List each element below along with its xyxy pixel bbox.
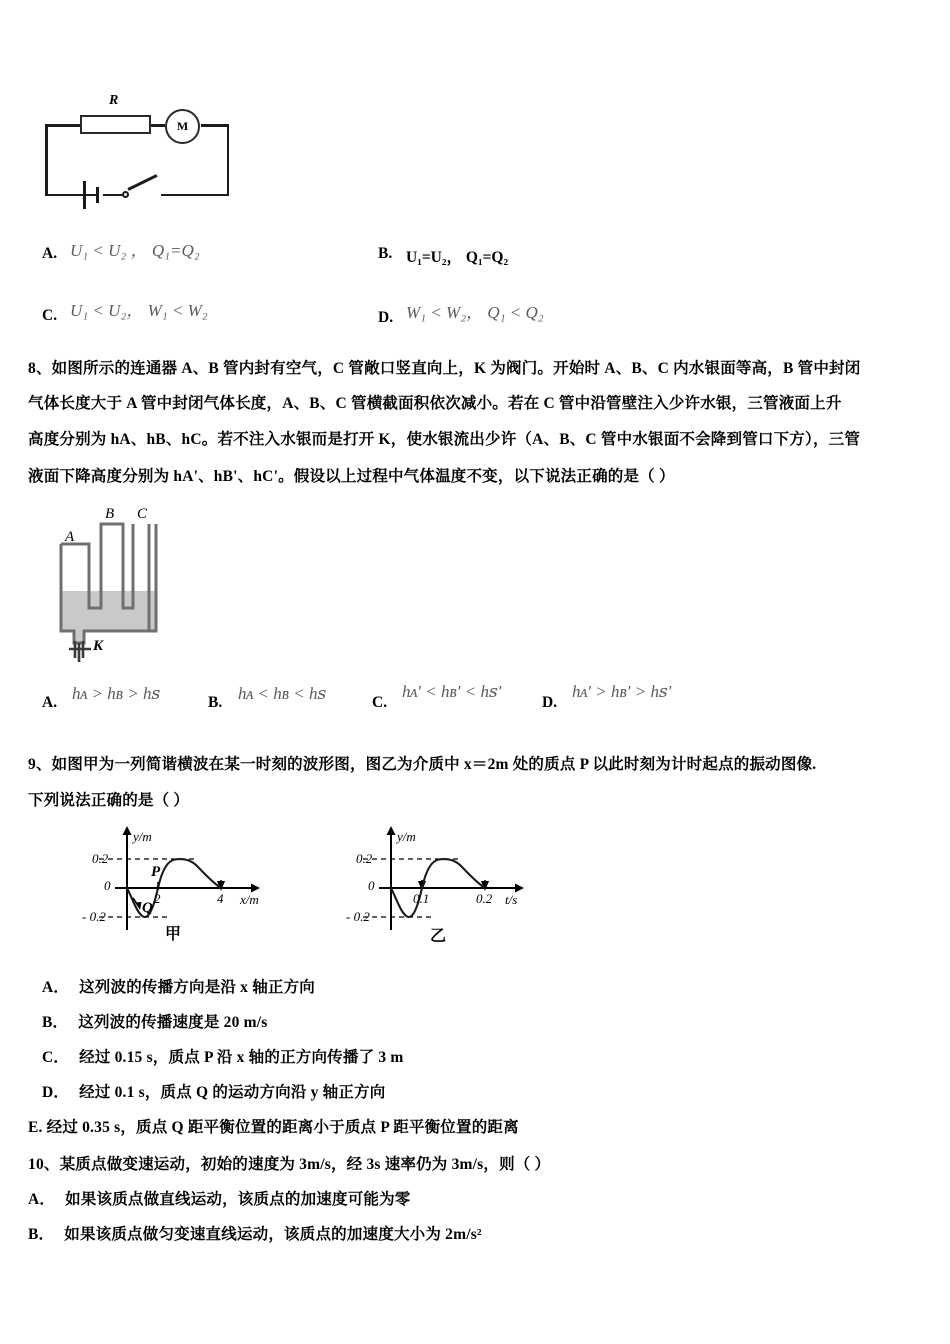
manometer-svg [45,498,225,663]
tube-b-label: B [105,506,115,522]
q10-option-b[interactable] [28,1222,482,1244]
circuit-wire-top-left [45,124,80,127]
q9-option-d-text: 经过 0.1 s，质点 Q 的运动方向沿 y 轴正方向 [79,1084,386,1101]
vibration-svg [335,818,605,948]
q7-option-b-label: B. [378,245,393,262]
origin-label-jia: 0 [104,878,111,893]
q9-option-b-label: B． [42,1014,69,1031]
q9-option-d[interactable] [42,1080,385,1102]
mercury-tube-a [61,591,89,631]
tube-a-label: A [65,529,75,545]
q8-stem-line-4: 液面下降高度分别为 hA'、hB'、hC'。假设以上过程中气体温度不变，以下说法正确的是（ ） [28,468,675,485]
q7-option-d[interactable] [378,309,393,327]
circuit-wire-top-mid [151,124,165,127]
q9-option-b[interactable] [42,1010,267,1032]
q8-option-a[interactable] [42,694,57,712]
q10-option-a-text: 如果该质点做直线运动，该质点的加速度可能为零 [65,1191,411,1208]
mercury-tube-b [101,591,123,631]
q9-option-e-label: E. [28,1119,43,1136]
mercury-tube-c [133,591,156,631]
q9-option-a-text: 这列波的传播方向是沿 x 轴正方向 [79,979,315,996]
circuit-wire-bottom-right [161,194,229,197]
y-axis-label-jia: y/m [133,829,152,844]
q7-option-b-text: U₁=U₂， Q₁=Q₂ [406,249,509,266]
figure-caption-jia: 甲 [165,926,182,943]
ytick-plus-02-jia: 0.2 [92,851,109,866]
circuit-wire-right [227,124,230,196]
x-axis-label-yi: t/s [505,892,518,907]
q8-option-d-label: D. [542,694,558,711]
q9-option-b-text: 这列波的传播速度是 20 m/s [78,1014,268,1031]
origin-label-yi: 0 [368,878,375,893]
q8-option-b[interactable] [208,694,222,712]
x-axis-label-jia: x/m [240,892,259,907]
q9-stem-line-1: 9、如图甲为一列简谐横波在某一时刻的波形图，图乙为介质中 x＝2m 处的质点 P 以此时刻为计时起点的振动图像. [28,756,817,773]
q10-option-a-label: A． [28,1191,56,1208]
switch-lever [127,174,157,190]
q10-stem: 10、某质点做变速运动，初始的速度为 3m/s，经 3s 速率仍为 3m/s，则（ ） [28,1156,551,1173]
waveform-graph-jia [55,818,325,948]
circuit-diagram [45,88,245,203]
motor-symbol: M [165,109,200,144]
q10-option-b-text: 如果该质点做匀变速直线运动，该质点的加速度大小为 2m/s² [64,1226,482,1243]
ytick-plus-02-yi: 0.2 [356,851,373,866]
circuit-wire-top-right [201,124,229,127]
q9-option-a-label: A． [42,979,70,996]
q7-option-c-text: U₁ < U₂， W₁ < W₂ [70,301,208,320]
q8-option-c-text: hᴀ′ < hʙ′ < hꜱ′ [402,682,502,701]
y-axis-arrow [123,826,132,835]
resistor-symbol [80,115,151,134]
q7-option-c[interactable] [42,307,57,325]
point-p-label: P [151,864,161,880]
y-axis-label-yi: y/m [397,829,416,844]
q8-option-d[interactable] [542,694,557,712]
q7-option-b[interactable] [378,245,392,263]
q7-option-a-text: U₁ < U₂ ， Q₁=Q₂ [70,241,200,260]
connected-vessel-diagram [45,498,225,663]
circuit-wire-bottom-left [45,194,83,197]
q7-option-a-label: A. [42,245,58,262]
q9-stem-line-2: 下列说法正确的是（ ） [28,792,190,809]
q10-option-b-label: B． [28,1226,55,1243]
q7-option-d-label: D. [378,309,394,326]
tube-c-label: C [137,506,148,522]
q8-option-a-label: A. [42,694,58,711]
vibration-graph-yi [335,818,605,948]
ytick-minus-02-yi: - 0.2 [346,909,370,924]
y-axis-arrow [387,826,396,835]
xtick-2-jia: 2 [154,891,161,906]
q8-stem-line-3: 高度分别为 hA、hB、hC。若不注入水银而是打开 K，使水银流出少许（A、B、C 管中水银面不会降到管口下方），三管 [28,431,861,448]
point-p-marker [156,886,159,889]
figure-caption-yi: 乙 [430,928,447,945]
q9-option-e[interactable] [28,1115,519,1137]
q8-option-b-label: B. [208,694,223,711]
q10-option-a[interactable] [28,1187,411,1209]
q7-option-a[interactable] [42,245,57,263]
xtick-4-jia: 4 [217,891,224,906]
xtick-02-yi: 0.2 [476,891,493,906]
q9-option-c-text: 经过 0.15 s，质点 P 沿 x 轴的正方向传播了 3 m [79,1049,404,1066]
q9-option-e-text: 经过 0.35 s，质点 Q 距平衡位置的距离小于质点 P 距平衡位置的距离 [46,1119,519,1136]
point-q-label: Q [142,900,153,916]
switch-pivot [122,191,129,198]
resistor-label: R [109,93,119,108]
q8-option-b-text: hᴀ < hʙ < hꜱ [238,684,327,703]
valve-k-label: K [93,638,104,654]
circuit-wire-left [45,124,48,196]
q8-stem-line-2: 气体长度大于 A 管中封闭气体长度，A、B、C 管横截面积依次减小。若在 C 管中沿管壁注入少许水银，三管液面上升 [28,395,842,412]
battery-gap-wire [86,194,97,197]
q9-option-a[interactable] [42,975,315,997]
q9-option-d-label: D． [42,1084,70,1101]
q9-option-c-label: C． [42,1049,70,1066]
mercury-gap-1 [89,591,101,631]
waveform-svg [55,818,325,948]
q9-option-c[interactable] [42,1045,403,1067]
q8-option-c[interactable] [372,694,387,712]
ytick-minus-02-jia: - 0.2 [82,909,106,924]
q7-option-d-text: W₁ < W₂， Q₁ < Q₂ [406,303,544,322]
q8-option-a-text: hᴀ > hʙ > hꜱ [72,684,161,703]
xtick-01-yi: 0.1 [413,891,430,906]
q7-option-c-label: C. [42,307,58,324]
q8-stem-line-1: 8、如图所示的连通器 A、B 管内封有空气，C 管敞口竖直向上，K 为阀门。开始时 A、B、C 内水银面等高，B 管中封闭 [28,360,861,377]
q8-option-c-label: C. [372,694,388,711]
q8-option-d-text: hᴀ′ > hʙ′ > hꜱ′ [572,682,672,701]
